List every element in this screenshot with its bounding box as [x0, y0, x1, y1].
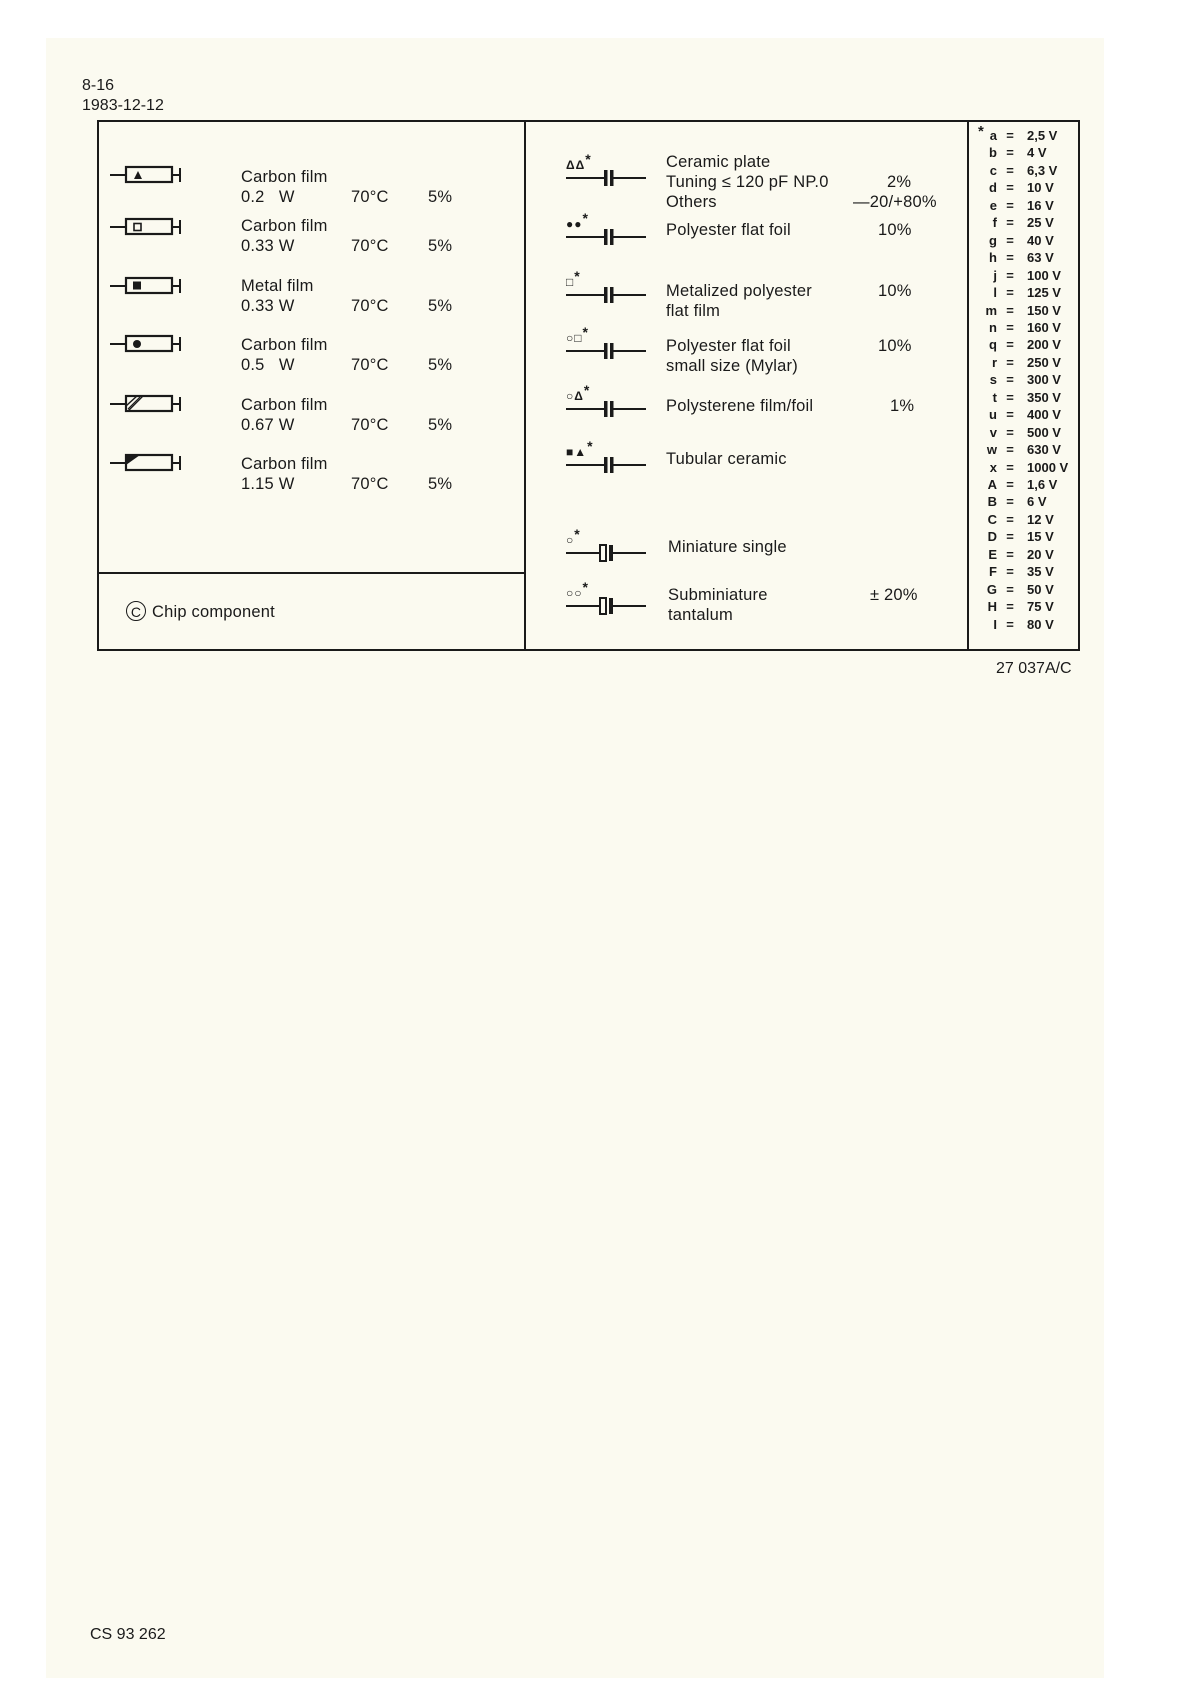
- capacitor-tolerance: 10%: [878, 221, 912, 239]
- resistor-power: 1.15 W: [241, 475, 295, 493]
- capacitor-icon: [566, 225, 648, 249]
- capacitor-icon: [566, 453, 648, 477]
- voltage-value: 63 V: [1027, 250, 1054, 266]
- resistor-triangle-icon: [110, 163, 192, 185]
- page-ref: 8-16: [82, 77, 115, 94]
- voltage-equals: =: [1006, 389, 1014, 405]
- voltage-equals: =: [1006, 267, 1014, 283]
- resistor-type: Carbon film: [241, 336, 328, 354]
- resistor-tolerance: 5%: [428, 188, 453, 206]
- voltage-code: x: [989, 459, 997, 475]
- voltage-code: n: [989, 319, 997, 335]
- capacitor-mark-icon: ○□: [566, 331, 583, 345]
- resistor-type: Carbon film: [241, 455, 328, 473]
- voltage-code: H: [987, 599, 997, 615]
- voltage-value: 15 V: [1027, 529, 1054, 545]
- voltage-value: 350 V: [1027, 389, 1061, 405]
- chip-component-row: [126, 602, 275, 623]
- voltage-equals: =: [1006, 442, 1014, 458]
- voltage-code: u: [989, 407, 997, 423]
- voltage-equals: =: [1006, 616, 1014, 632]
- resistor-tolerance: 5%: [428, 475, 453, 493]
- capacitor-type: Miniature single: [668, 538, 787, 556]
- voltage-value: 6,3 V: [1027, 162, 1058, 178]
- capacitor-mark-icon: ○○: [566, 586, 583, 600]
- tantalum-capacitor-icon: [566, 541, 648, 565]
- voltage-equals: =: [1006, 319, 1014, 335]
- voltage-code: w: [986, 442, 997, 458]
- capacitor-detail: small size (Mylar): [666, 357, 798, 375]
- resistor-type: Metal film: [241, 277, 314, 295]
- voltage-code: e: [989, 197, 997, 213]
- voltage-equals: =: [1006, 128, 1014, 143]
- capacitor-type: Polyester flat foil: [666, 221, 791, 239]
- voltage-value: 125 V: [1027, 285, 1061, 301]
- voltage-equals: =: [1006, 215, 1014, 231]
- voltage-code: c: [989, 162, 997, 178]
- chip-label: Chip component: [152, 603, 275, 621]
- capacitor-icon: [566, 397, 648, 421]
- voltage-value: 35 V: [1027, 564, 1054, 580]
- resistor-power: 0.33 W: [241, 237, 295, 255]
- asterisk-icon: *: [583, 382, 591, 398]
- capacitor-tolerance: 1%: [890, 397, 915, 415]
- capacitor-mark-icon: ●●: [566, 217, 583, 231]
- voltage-value: 300 V: [1027, 372, 1061, 388]
- voltage-value: 25 V: [1027, 215, 1054, 231]
- resistor-type: Carbon film: [241, 396, 328, 414]
- voltage-code: a: [989, 128, 997, 143]
- capacitor-mark-icon: ○Δ: [566, 389, 584, 403]
- chip-divider: [97, 572, 525, 574]
- voltage-code: h: [989, 250, 997, 266]
- voltage-equals: =: [1006, 145, 1014, 161]
- voltage-value: 500 V: [1027, 424, 1061, 440]
- resistor-filled-square-icon: [110, 274, 192, 296]
- voltage-code: I: [993, 616, 997, 632]
- voltage-code: d: [989, 180, 997, 196]
- capacitor-mark-icon: ■▲: [566, 445, 588, 459]
- capacitor-icon: [566, 283, 648, 307]
- voltage-equals: =: [1006, 581, 1014, 597]
- voltage-value: 100 V: [1027, 267, 1061, 283]
- voltage-equals: =: [1006, 424, 1014, 440]
- capacitor-tolerance: 2%: [887, 173, 912, 191]
- resistor-filled-corner-icon: [110, 451, 192, 473]
- voltage-equals: =: [1006, 337, 1014, 353]
- voltage-code: E: [988, 546, 997, 562]
- voltage-code: q: [989, 337, 997, 353]
- asterisk-icon: *: [582, 210, 589, 226]
- voltage-equals: =: [1006, 162, 1014, 178]
- capacitor-tolerance: ± 20%: [870, 586, 918, 604]
- resistor-power: 0.5 W: [241, 356, 295, 374]
- voltage-value: 4 V: [1027, 145, 1047, 161]
- voltage-equals: =: [1006, 232, 1014, 248]
- asterisk-icon: *: [582, 579, 589, 595]
- voltage-equals: =: [1006, 599, 1014, 615]
- voltage-value: 40 V: [1027, 232, 1054, 248]
- voltage-code: B: [987, 494, 997, 510]
- voltage-value: 250 V: [1027, 354, 1061, 370]
- resistor-temp: 70°C: [351, 297, 389, 315]
- capacitor-mark-icon: □: [566, 275, 575, 289]
- capacitor-type: Polysterene film/foil: [666, 397, 814, 415]
- voltage-code: D: [987, 529, 997, 545]
- capacitor-icon: [566, 166, 648, 190]
- resistor-tolerance: 5%: [428, 297, 453, 315]
- resistor-power: 0.2 W: [241, 188, 295, 206]
- asterisk-icon: *: [587, 438, 594, 454]
- voltage-code: l: [993, 285, 997, 301]
- voltage-equals: =: [1006, 407, 1014, 423]
- capacitor-type: Tubular ceramic: [666, 450, 787, 468]
- capacitor-mark-icon: ΔΔ: [566, 158, 586, 172]
- capacitor-type: Subminiature: [668, 586, 768, 604]
- voltage-equals: =: [1006, 511, 1014, 527]
- voltage-value: 200 V: [1027, 337, 1061, 353]
- voltage-code: b: [989, 145, 997, 161]
- voltage-code: j: [993, 267, 997, 283]
- voltage-value: 80 V: [1027, 616, 1054, 632]
- resistor-tolerance: 5%: [428, 416, 453, 434]
- capacitor-type: Metalized polyester: [666, 282, 812, 300]
- resistor-power: 0.67 W: [241, 416, 295, 434]
- asterisk-icon: *: [582, 324, 589, 340]
- resistor-temp: 70°C: [351, 356, 389, 374]
- voltage-equals: =: [1006, 564, 1014, 580]
- page-date: 1983-12-12: [82, 97, 164, 114]
- resistor-hatched-corner-icon: [110, 392, 192, 414]
- voltage-code: t: [992, 389, 997, 405]
- voltage-code: F: [989, 564, 997, 580]
- voltage-value: 160 V: [1027, 319, 1061, 335]
- tantalum-capacitor-icon: [566, 594, 648, 618]
- chip-c-icon: C: [126, 601, 146, 621]
- voltage-equals: =: [1006, 477, 1014, 492]
- asterisk-icon: *: [585, 151, 592, 167]
- voltage-code: s: [989, 372, 997, 388]
- voltage-value: 2,5 V: [1027, 128, 1058, 143]
- voltage-equals: =: [1006, 372, 1014, 388]
- resistor-filled-dot-icon: [110, 332, 192, 354]
- resistor-small-square-outline-icon: [110, 215, 192, 237]
- voltage-equals: =: [1006, 302, 1014, 318]
- voltage-code: f: [992, 215, 997, 231]
- voltage-value: 16 V: [1027, 197, 1054, 213]
- voltage-value: 1,6 V: [1027, 477, 1058, 492]
- voltage-code: G: [986, 581, 997, 597]
- voltage-equals: =: [1006, 529, 1014, 545]
- resistor-temp: 70°C: [351, 475, 389, 493]
- voltage-equals: =: [1006, 285, 1014, 301]
- voltage-code: A: [987, 477, 997, 492]
- column-divider-right: [967, 120, 969, 651]
- voltage-value: 400 V: [1027, 407, 1061, 423]
- capacitor-type: Ceramic plate: [666, 153, 771, 171]
- voltage-equals: =: [1006, 250, 1014, 266]
- voltage-code: r: [991, 354, 997, 370]
- voltage-value: 12 V: [1027, 511, 1054, 527]
- capacitor-tolerance: 10%: [878, 282, 912, 300]
- voltage-equals: =: [1006, 459, 1014, 475]
- voltage-value: 20 V: [1027, 546, 1054, 562]
- capacitor-tolerance-2: —20/+80%: [853, 193, 937, 211]
- resistor-power: 0.33 W: [241, 297, 295, 315]
- voltage-value: 75 V: [1027, 599, 1054, 615]
- capacitor-mark-icon: ○: [566, 533, 575, 547]
- voltage-code: C: [987, 511, 997, 527]
- resistor-type: Carbon film: [241, 168, 328, 186]
- voltage-asterisk-icon: *: [978, 123, 984, 140]
- voltage-value: 50 V: [1027, 581, 1054, 597]
- voltage-code: m: [985, 302, 997, 318]
- figure-ref: 27 037A/C: [996, 660, 1072, 677]
- resistor-temp: 70°C: [351, 237, 389, 255]
- voltage-value: 630 V: [1027, 442, 1061, 458]
- resistor-temp: 70°C: [351, 188, 389, 206]
- footer-code: CS 93 262: [90, 1626, 166, 1643]
- voltage-equals: =: [1006, 546, 1014, 562]
- resistor-tolerance: 5%: [428, 356, 453, 374]
- voltage-equals: =: [1006, 494, 1014, 510]
- resistor-type: Carbon film: [241, 217, 328, 235]
- capacitor-tolerance: 10%: [878, 337, 912, 355]
- capacitor-icon: [566, 339, 648, 363]
- voltage-value: 6 V: [1027, 494, 1047, 510]
- voltage-value: 10 V: [1027, 180, 1054, 196]
- voltage-value: 150 V: [1027, 302, 1061, 318]
- voltage-code: v: [989, 424, 997, 440]
- capacitor-detail: flat film: [666, 302, 721, 320]
- asterisk-icon: *: [574, 526, 581, 542]
- asterisk-icon: *: [574, 268, 581, 284]
- voltage-code: g: [989, 232, 997, 248]
- capacitor-detail: tantalum: [668, 606, 733, 624]
- voltage-value: 1000 V: [1027, 459, 1069, 475]
- capacitor-detail: Tuning ≤ 120 pF NP.0: [666, 173, 829, 191]
- voltage-equals: =: [1006, 354, 1014, 370]
- capacitor-detail-2: Others: [666, 193, 717, 211]
- resistor-tolerance: 5%: [428, 237, 453, 255]
- voltage-equals: =: [1006, 197, 1014, 213]
- resistor-temp: 70°C: [351, 416, 389, 434]
- voltage-equals: =: [1006, 180, 1014, 196]
- capacitor-type: Polyester flat foil: [666, 337, 791, 355]
